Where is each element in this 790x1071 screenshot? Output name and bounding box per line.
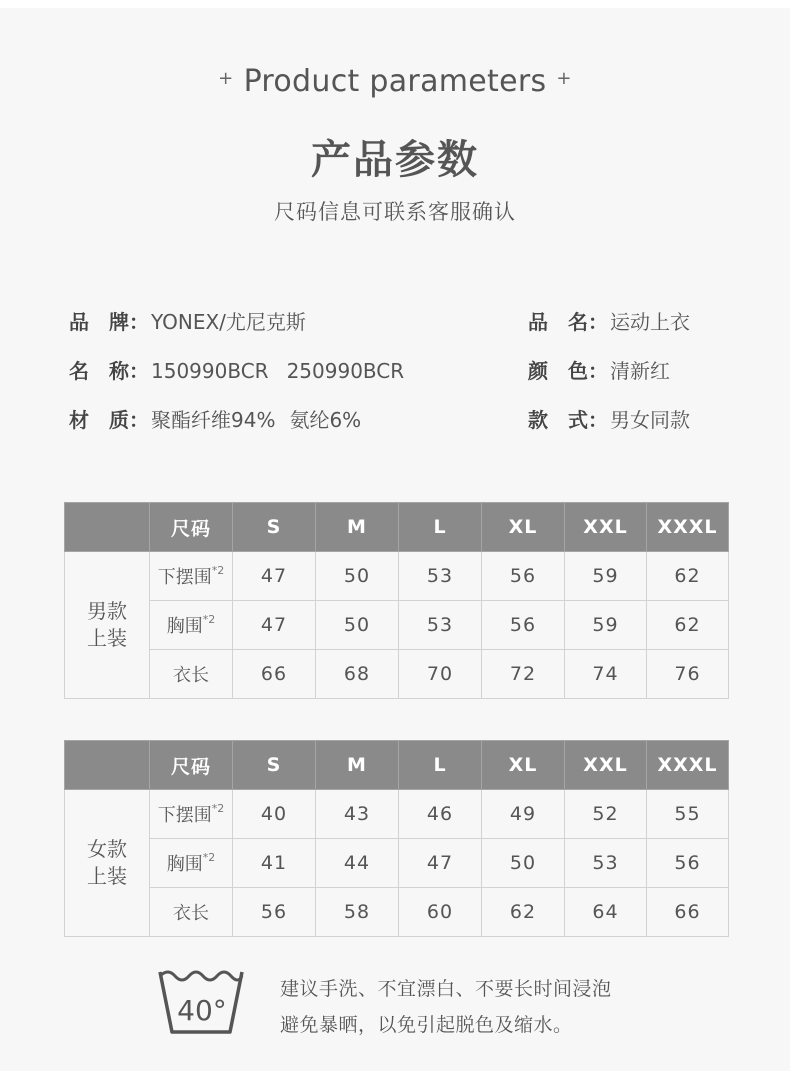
cell: 40 <box>233 790 316 839</box>
cell: 50 <box>482 839 565 888</box>
cell: 47 <box>399 839 482 888</box>
cell: 56 <box>482 601 565 650</box>
english-title <box>0 64 790 99</box>
header-corner <box>65 503 150 552</box>
cell: 59 <box>565 552 647 601</box>
table-row <box>65 790 729 839</box>
param-product-label: 品 名： <box>528 310 608 334</box>
cell: 52 <box>565 790 647 839</box>
header-m: M <box>316 741 399 790</box>
cell: 56 <box>647 839 729 888</box>
table-row <box>65 601 729 650</box>
cell: 68 <box>316 650 399 699</box>
cell: 62 <box>482 888 565 937</box>
header-l: L <box>399 503 482 552</box>
param-material-label: 材 质： <box>69 408 149 432</box>
care-line-2: 避免暴晒，以免引起脱色及缩水。 <box>280 1014 573 1036</box>
cell: 74 <box>565 650 647 699</box>
param-product-value: 运动上衣 <box>610 310 690 334</box>
cell: 53 <box>565 839 647 888</box>
header-size: 尺码 <box>150 503 233 552</box>
header-xl: XL <box>482 503 565 552</box>
womens-size-table <box>64 740 729 937</box>
param-brand-label: 品 牌： <box>69 310 149 334</box>
chinese-subtitle: 尺码信息可联系客服确认 <box>274 200 516 224</box>
cell: 47 <box>233 601 316 650</box>
cell: 60 <box>399 888 482 937</box>
header-m: M <box>316 503 399 552</box>
table-row <box>65 888 729 937</box>
cell: 64 <box>565 888 647 937</box>
table-row <box>65 552 729 601</box>
row-label-hem: 下摆围$^{*2}$ <box>150 790 233 839</box>
param-brand <box>69 306 306 335</box>
row-label-length: 衣长 <box>150 888 233 937</box>
cell: 66 <box>647 888 729 937</box>
cell: 53 <box>399 601 482 650</box>
care-instructions <box>158 958 658 1046</box>
cell: 47 <box>233 552 316 601</box>
cell: 72 <box>482 650 565 699</box>
header-xxl: XXL <box>565 503 647 552</box>
cell: 62 <box>647 601 729 650</box>
header-l: L <box>399 741 482 790</box>
cell: 55 <box>647 790 729 839</box>
english-title-text: Product parameters <box>243 64 547 99</box>
cell: 44 <box>316 839 399 888</box>
womens-header-row <box>65 741 729 790</box>
womens-group-label: 女款 上装 <box>65 790 150 937</box>
param-product <box>528 306 690 335</box>
param-color-value: 清新红 <box>610 359 670 383</box>
row-label-chest: 胸围$^{*2}$ <box>150 839 233 888</box>
cell: 56 <box>233 888 316 937</box>
cell: 46 <box>399 790 482 839</box>
care-line-1: 建议手洗、不宜漂白、不要长时间浸泡 <box>280 978 612 1000</box>
header-s: S <box>233 741 316 790</box>
param-material <box>69 404 361 433</box>
top-band <box>0 0 790 8</box>
cell: 43 <box>316 790 399 839</box>
header-s: S <box>233 503 316 552</box>
param-color-label: 颜 色： <box>528 359 608 383</box>
cell: 53 <box>399 552 482 601</box>
param-style <box>528 404 690 433</box>
wash-40-icon <box>158 962 244 1036</box>
cell: 50 <box>316 552 399 601</box>
param-model <box>69 355 404 384</box>
cell: 62 <box>647 552 729 601</box>
row-label-length: 衣长 <box>150 650 233 699</box>
param-model-value-2: 250990BCR <box>286 359 405 383</box>
cell: 50 <box>316 601 399 650</box>
cell: 59 <box>565 601 647 650</box>
mens-group-label: 男款 上装 <box>65 552 150 699</box>
header-xl: XL <box>482 741 565 790</box>
param-model-value-1: 150990BCR <box>151 359 269 383</box>
param-material-value-2: 氨纶6% <box>289 408 362 432</box>
table-row <box>65 650 729 699</box>
cell: 76 <box>647 650 729 699</box>
param-style-value: 男女同款 <box>610 408 690 432</box>
wash-temperature: 40° <box>177 994 227 1027</box>
header-xxxl: XXXL <box>647 741 729 790</box>
cell: 58 <box>316 888 399 937</box>
plus-left-icon: + <box>218 68 234 89</box>
chinese-title: 产品参数 <box>311 137 479 183</box>
param-style-label: 款 式： <box>528 408 608 432</box>
header-corner <box>65 741 150 790</box>
mens-header-row <box>65 503 729 552</box>
row-label-chest: 胸围$^{*2}$ <box>150 601 233 650</box>
cell: 70 <box>399 650 482 699</box>
cell: 49 <box>482 790 565 839</box>
cell: 56 <box>482 552 565 601</box>
cell: 66 <box>233 650 316 699</box>
table-row <box>65 839 729 888</box>
param-color <box>528 355 670 384</box>
header-xxxl: XXXL <box>647 503 729 552</box>
header-size: 尺码 <box>150 741 233 790</box>
param-material-value-1: 聚酯纤维94% <box>151 408 276 432</box>
mens-size-table <box>64 502 729 699</box>
header-xxl: XXL <box>565 741 647 790</box>
param-brand-value: YONEX/尤尼克斯 <box>151 310 306 334</box>
cell: 41 <box>233 839 316 888</box>
param-model-label: 名 称： <box>69 359 149 383</box>
row-label-hem: 下摆围$^{*2}$ <box>150 552 233 601</box>
plus-right-icon: + <box>556 68 572 89</box>
